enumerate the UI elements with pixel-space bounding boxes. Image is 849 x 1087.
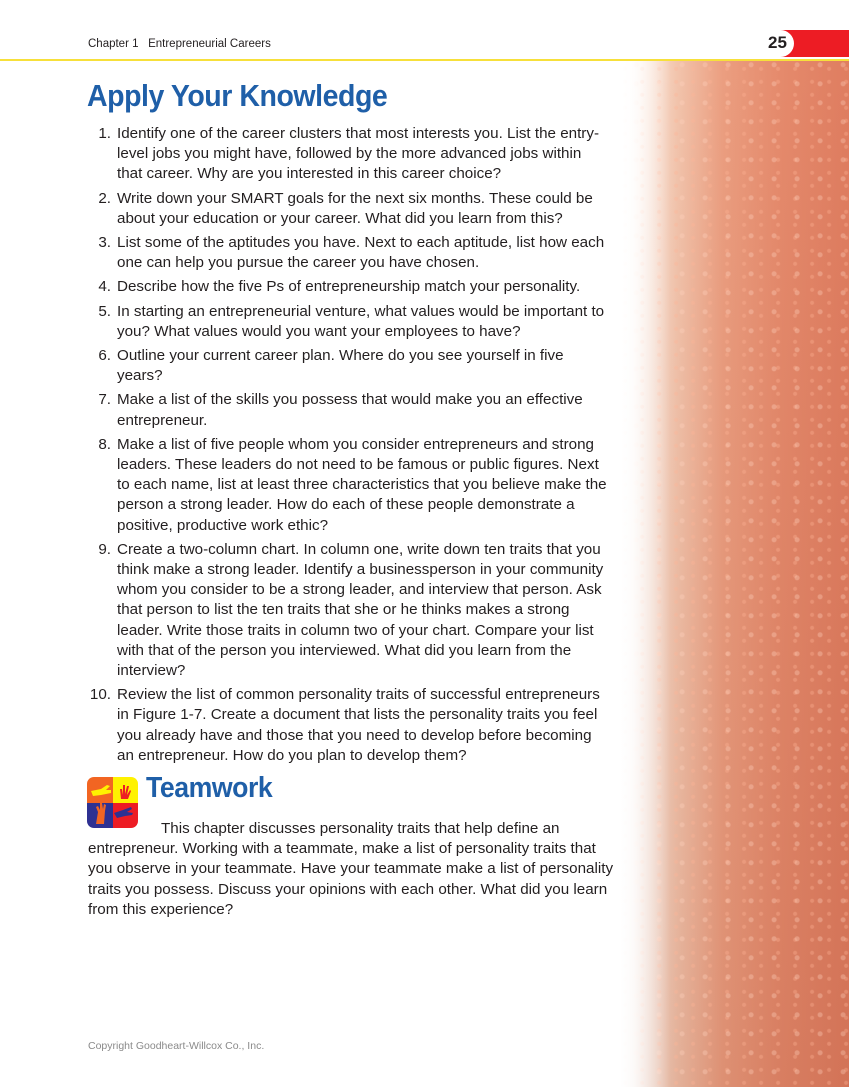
question-number: 3. xyxy=(98,234,111,252)
question-text: Make a list of five people whom you consider entrepreneurs and strong leaders. These leaders do not need to be famous or public figures. Next to each name, list at least three characteristics that you believe make the person a strong leader. How do each of these people demonstrate a positive, productive work ethic? xyxy=(117,435,607,534)
question-number: 6. xyxy=(98,347,111,365)
header-rule xyxy=(0,59,849,61)
question-item xyxy=(88,390,608,430)
teamwork-body: This chapter discusses personality traits that help define an entrepreneur. Working with a teammate, make a list of personality traits that you observe in your teammate. Have your teammate make a list of personality traits you possess. Discuss your opinions with each other. What did you learn from this experience? xyxy=(88,820,614,918)
question-item xyxy=(88,277,608,297)
question-item xyxy=(88,124,608,185)
question-item xyxy=(88,189,608,229)
question-text: Outline your current career plan. Where do you see yourself in five years? xyxy=(117,347,564,385)
chapter-label: Chapter 1 Entrepreneurial Careers xyxy=(88,38,271,50)
question-text: List some of the aptitudes you have. Next to each aptitude, list how each one can help you pursue the career you have chosen. xyxy=(117,234,605,272)
question-item xyxy=(88,435,608,536)
copyright-footer: Copyright Goodheart-Willcox Co., Inc. xyxy=(88,1040,265,1052)
question-item xyxy=(88,233,608,273)
question-number: 4. xyxy=(98,278,111,296)
page-number: 25 xyxy=(768,33,787,52)
question-number: 10. xyxy=(89,686,111,704)
question-item xyxy=(88,302,608,342)
question-item xyxy=(88,346,608,386)
question-text: Create a two-column chart. In column one, write down ten traits that you think make a strong leader. Identify a businessperson in your community whom you consider to be a strong leader, and interview that person. Ask that person to list the ten traits that she or he thinks makes a strong leader. Write those traits in column two of your chart. Compare your list with that of the person you interviewed. What did you learn from the interview? xyxy=(117,540,604,680)
question-text: Make a list of the skills you possess that would make you an effective entrepreneur. xyxy=(117,391,583,429)
question-number: 5. xyxy=(98,302,111,320)
question-number: 1. xyxy=(98,125,111,142)
question-text: Describe how the five Ps of entrepreneurship match your personality. xyxy=(117,278,581,296)
question-text: In starting an entrepreneurial venture, what values would be important to you? What values would you want your employees to have? xyxy=(117,302,605,340)
question-text: Review the list of common personality traits of successful entrepreneurs in Figure 1-7. Create a document that lists the personality traits you feel you already have and those that you need to develop before becoming an entrepreneur. How do you plan to develop them? xyxy=(117,686,600,764)
question-item xyxy=(88,540,608,681)
running-header xyxy=(0,30,849,61)
question-number: 9. xyxy=(98,540,111,558)
teamwork-title: Teamwork xyxy=(146,772,273,804)
question-text: Identify one of the career clusters that most interests you. List the entry-level jobs you might have, followed by the more advanced jobs within that career. Why are you interested in this career choice? xyxy=(117,125,600,183)
question-list xyxy=(88,124,608,770)
question-item xyxy=(88,685,608,766)
question-text: Write down your SMART goals for the next six months. These could be about your education or your career. What did you learn from this? xyxy=(117,189,593,227)
question-number: 2. xyxy=(98,189,111,207)
question-number: 7. xyxy=(98,391,111,409)
section-title: Apply Your Knowledge xyxy=(87,78,388,113)
decorative-side-panel xyxy=(620,61,849,1087)
question-number: 8. xyxy=(98,435,111,453)
